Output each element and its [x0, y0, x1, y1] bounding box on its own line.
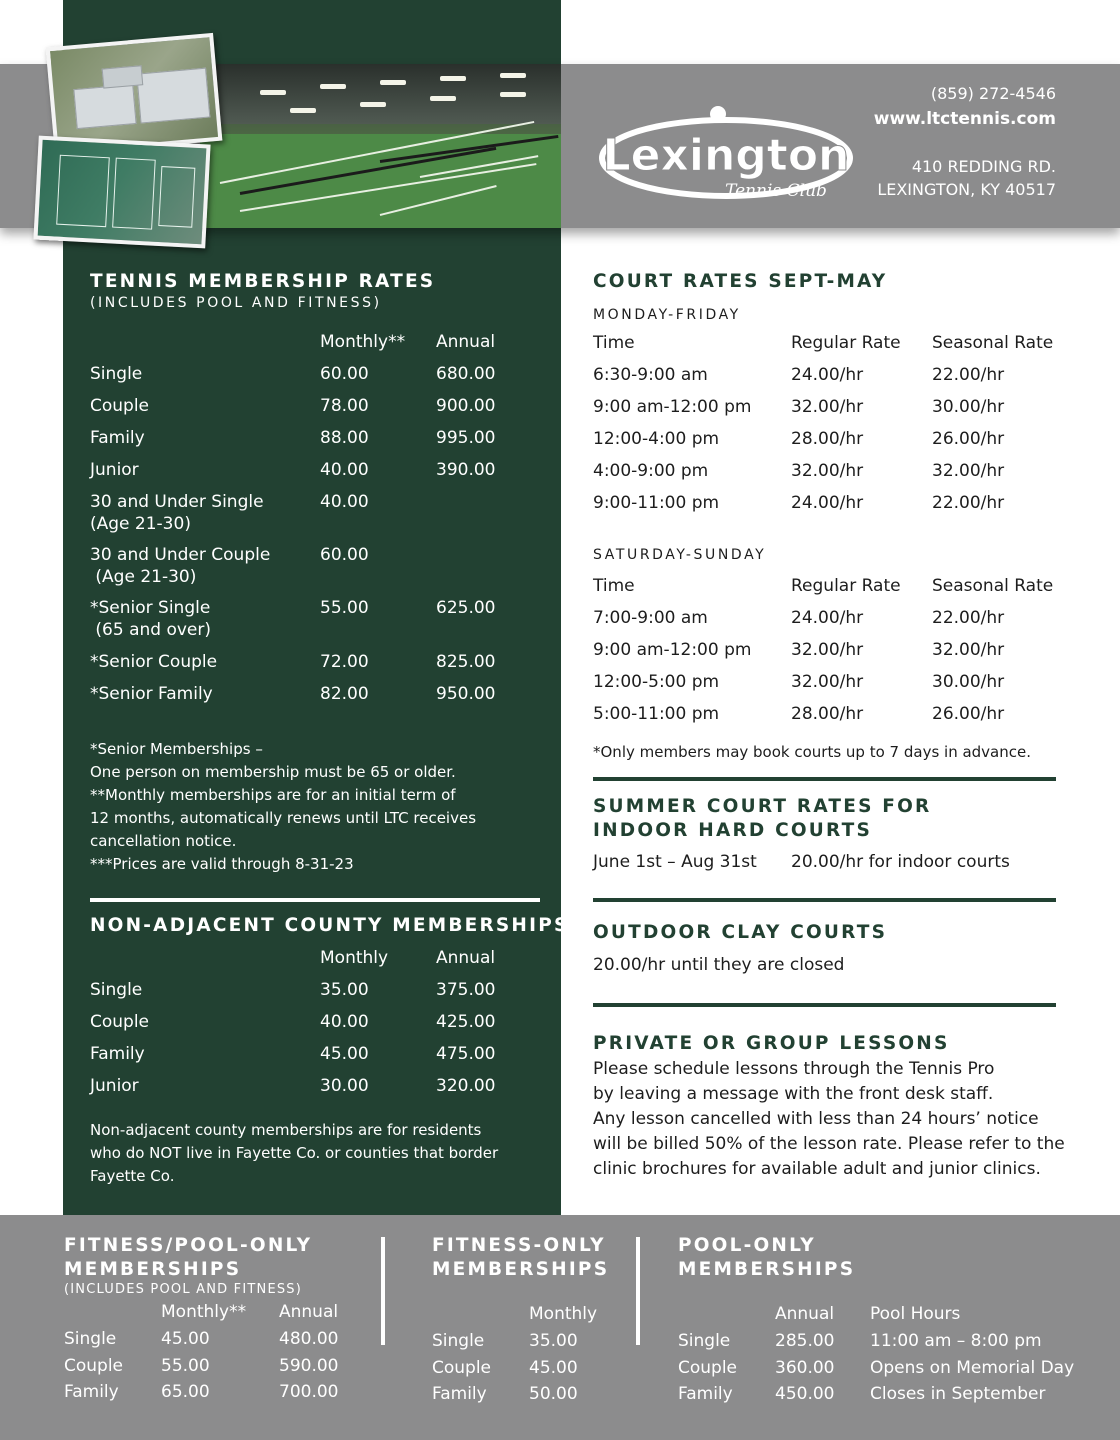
- fitness-only-title-line2: MEMBERSHIPS: [432, 1259, 610, 1280]
- section-divider: [593, 777, 1056, 781]
- note-line: cancellation notice.: [90, 832, 237, 850]
- col-header-regular: Regular Rate: [791, 576, 901, 596]
- lessons-text: [593, 1057, 1093, 1182]
- membership-monthly: 82.00: [320, 684, 369, 704]
- lessons-title: PRIVATE OR GROUP LESSONS: [593, 1033, 950, 1054]
- lessons-line: Any lesson cancelled with less than 24 hours’ notice: [593, 1109, 1039, 1129]
- membership-monthly: 40.00: [320, 460, 369, 480]
- footer-divider: [636, 1237, 640, 1345]
- lessons-line: clinic brochures for available adult and junior clinics.: [593, 1159, 1041, 1179]
- membership-name: 30 and Under Couple: [90, 545, 271, 565]
- membership-annual: 995.00: [436, 428, 496, 448]
- rate-regular: 32.00/hr: [791, 640, 864, 660]
- membership-annual: 825.00: [436, 652, 496, 672]
- fitness-pool-title-line2: MEMBERSHIPS: [64, 1259, 242, 1280]
- col-header-monthly: Monthly**: [320, 332, 406, 352]
- lessons-line: Please schedule lessons through the Tennis Pro: [593, 1059, 995, 1079]
- tennis-membership-title: TENNIS MEMBERSHIP RATES: [90, 271, 436, 292]
- membership-name: Family: [90, 1044, 145, 1064]
- col-header-time: Time: [593, 333, 635, 353]
- rate-seasonal: 22.00/hr: [932, 608, 1005, 628]
- logo-main-text: Lexington: [602, 130, 850, 181]
- membership-annual: 475.00: [436, 1044, 496, 1064]
- booking-note: *Only members may book courts up to 7 days in advance.: [593, 743, 1032, 761]
- membership-name: 30 and Under Single: [90, 492, 264, 512]
- membership-monthly: 45.00: [320, 1044, 369, 1064]
- membership-annual: 285.00: [775, 1331, 835, 1351]
- section-divider: [90, 898, 540, 902]
- membership-name: Couple: [90, 1012, 150, 1032]
- membership-monthly: 65.00: [161, 1382, 210, 1402]
- rate-time: 12:00-4:00 pm: [593, 429, 720, 449]
- membership-name: Junior: [90, 460, 139, 480]
- rate-regular: 28.00/hr: [791, 704, 864, 724]
- lessons-line: by leaving a message with the front desk staff.: [593, 1084, 994, 1104]
- membership-annual: 680.00: [436, 364, 496, 384]
- col-header-regular: Regular Rate: [791, 333, 901, 353]
- rate-seasonal: 32.00/hr: [932, 461, 1005, 481]
- non-adjacent-notes: [90, 1119, 550, 1188]
- membership-annual: 590.00: [279, 1356, 339, 1376]
- membership-name: Family: [432, 1384, 487, 1404]
- rate-regular: 32.00/hr: [791, 461, 864, 481]
- lexington-tennis-club-logo: [598, 100, 858, 210]
- note-line: Non-adjacent county memberships are for residents: [90, 1121, 482, 1139]
- section-divider: [593, 898, 1056, 902]
- membership-annual: 700.00: [279, 1382, 339, 1402]
- col-header-time: Time: [593, 576, 635, 596]
- membership-monthly: 30.00: [320, 1076, 369, 1096]
- non-adjacent-title: NON-ADJACENT COUNTY MEMBERSHIPS: [90, 915, 570, 936]
- note-line: who do NOT live in Fayette Co. or counties that border: [90, 1144, 499, 1162]
- website-link[interactable]: www.ltctennis.com: [873, 109, 1056, 129]
- membership-annual: 480.00: [279, 1329, 339, 1349]
- membership-name: Family: [64, 1382, 119, 1402]
- membership-monthly: 55.00: [161, 1356, 210, 1376]
- aerial-outdoor-courts-photo: [33, 136, 210, 249]
- fitness-pool-subtitle: (INCLUDES POOL AND FITNESS): [64, 1282, 303, 1297]
- rate-regular: 32.00/hr: [791, 672, 864, 692]
- clay-rate: 20.00/hr until they are closed: [593, 955, 845, 975]
- logo-sub-text: Tennis Club: [725, 181, 827, 201]
- membership-monthly: 45.00: [161, 1329, 210, 1349]
- phone-number: (859) 272-4546: [930, 84, 1056, 103]
- weekend-label: SATURDAY-SUNDAY: [593, 547, 767, 563]
- membership-name: *Senior Family: [90, 684, 213, 704]
- membership-monthly: 35.00: [320, 980, 369, 1000]
- membership-name: Family: [90, 428, 145, 448]
- clay-section: [593, 921, 887, 945]
- indoor-courts-photo: [200, 64, 561, 228]
- address-line-2: LEXINGTON, KY 40517: [877, 180, 1056, 199]
- rate-seasonal: 30.00/hr: [932, 397, 1005, 417]
- membership-monthly: 50.00: [529, 1384, 578, 1404]
- rate-time: 9:00 am-12:00 pm: [593, 640, 752, 660]
- membership-monthly: 55.00: [320, 598, 369, 618]
- summer-title-line1: SUMMER COURT RATES FOR: [593, 796, 932, 817]
- col-header-annual: Annual: [775, 1304, 835, 1324]
- membership-name: Single: [678, 1331, 731, 1351]
- col-header-seasonal: Seasonal Rate: [932, 333, 1054, 353]
- membership-name: Single: [432, 1331, 485, 1351]
- court-rates-title: COURT RATES SEPT-MAY: [593, 271, 888, 292]
- fitness-pool-section: [64, 1234, 312, 1297]
- fitness-only-section: [432, 1234, 609, 1282]
- pool-only-title-line2: MEMBERSHIPS: [678, 1259, 856, 1280]
- lessons-line: will be billed 50% of the lesson rate. Please refer to the: [593, 1134, 1065, 1154]
- pool-hours: 11:00 am – 8:00 pm: [870, 1331, 1042, 1351]
- membership-name: Single: [90, 364, 143, 384]
- court-rates-section: [593, 270, 887, 294]
- footer-memberships: [0, 1215, 1120, 1440]
- note-line: 12 months, automatically renews until LTC receives: [90, 809, 477, 827]
- membership-name-detail: (Age 21-30): [90, 514, 191, 534]
- tennis-membership-section: [90, 270, 435, 312]
- membership-monthly: 45.00: [529, 1358, 578, 1378]
- rate-regular: 32.00/hr: [791, 397, 864, 417]
- col-header-monthly: Monthly: [529, 1304, 598, 1324]
- membership-name: Couple: [90, 396, 150, 416]
- membership-name: *Senior Single: [90, 598, 211, 618]
- lessons-section: [593, 1032, 950, 1056]
- rate-seasonal: 22.00/hr: [932, 493, 1005, 513]
- col-header-annual: Annual: [436, 948, 496, 968]
- note-line: *Senior Memberships –: [90, 740, 263, 758]
- membership-monthly: 78.00: [320, 396, 369, 416]
- address-line-1: 410 REDDING RD.: [911, 157, 1056, 176]
- membership-monthly: 60.00: [320, 545, 369, 565]
- membership-annual: 625.00: [436, 598, 496, 618]
- col-header-annual: Annual: [279, 1302, 339, 1322]
- pool-only-title-line1: POOL-ONLY: [678, 1235, 816, 1256]
- summer-section: [593, 795, 931, 843]
- summer-title-line2: INDOOR HARD COURTS: [593, 820, 872, 841]
- rate-time: 7:00-9:00 am: [593, 608, 708, 628]
- col-header-pool-hours: Pool Hours: [870, 1304, 961, 1324]
- rate-regular: 24.00/hr: [791, 608, 864, 628]
- fitness-pool-title-line1: FITNESS/POOL-ONLY: [64, 1235, 313, 1256]
- membership-annual: 360.00: [775, 1358, 835, 1378]
- rate-regular: 24.00/hr: [791, 365, 864, 385]
- membership-monthly: 72.00: [320, 652, 369, 672]
- membership-monthly: 88.00: [320, 428, 369, 448]
- col-header-monthly: Monthly: [320, 948, 389, 968]
- rate-time: 12:00-5:00 pm: [593, 672, 720, 692]
- clay-title: OUTDOOR CLAY COURTS: [593, 922, 888, 943]
- membership-monthly: 60.00: [320, 364, 369, 384]
- rate-time: 4:00-9:00 pm: [593, 461, 709, 481]
- rate-seasonal: 26.00/hr: [932, 429, 1005, 449]
- rate-time: 9:00-11:00 pm: [593, 493, 720, 513]
- membership-name: Single: [64, 1329, 117, 1349]
- membership-annual: 950.00: [436, 684, 496, 704]
- col-header-monthly: Monthly**: [161, 1302, 247, 1322]
- membership-annual: 425.00: [436, 1012, 496, 1032]
- col-header-annual: Annual: [436, 332, 496, 352]
- rate-seasonal: 30.00/hr: [932, 672, 1005, 692]
- note-line: One person on membership must be 65 or older.: [90, 763, 456, 781]
- col-header-seasonal: Seasonal Rate: [932, 576, 1054, 596]
- note-line: Fayette Co.: [90, 1167, 175, 1185]
- membership-name: Couple: [432, 1358, 492, 1378]
- membership-name: Family: [678, 1384, 733, 1404]
- tennis-membership-notes: [90, 738, 550, 876]
- membership-annual: 320.00: [436, 1076, 496, 1096]
- summer-dates: June 1st – Aug 31st: [593, 852, 757, 872]
- rate-seasonal: 32.00/hr: [932, 640, 1005, 660]
- rate-regular: 28.00/hr: [791, 429, 864, 449]
- membership-monthly: 35.00: [529, 1331, 578, 1351]
- pool-only-section: [678, 1234, 855, 1282]
- membership-annual: 900.00: [436, 396, 496, 416]
- summer-rate: 20.00/hr for indoor courts: [791, 852, 1010, 872]
- membership-name: Couple: [678, 1358, 738, 1378]
- membership-name: Single: [90, 980, 143, 1000]
- rate-seasonal: 26.00/hr: [932, 704, 1005, 724]
- membership-name: Junior: [90, 1076, 139, 1096]
- membership-name: *Senior Couple: [90, 652, 218, 672]
- rate-time: 6:30-9:00 am: [593, 365, 708, 385]
- note-line: ***Prices are valid through 8-31-23: [90, 855, 354, 873]
- weekday-label: MONDAY-FRIDAY: [593, 307, 741, 323]
- membership-monthly: 40.00: [320, 1012, 369, 1032]
- note-line: **Monthly memberships are for an initial term of: [90, 786, 456, 804]
- membership-name-detail: (65 and over): [90, 620, 212, 640]
- rate-regular: 24.00/hr: [791, 493, 864, 513]
- rate-seasonal: 22.00/hr: [932, 365, 1005, 385]
- membership-annual: 375.00: [436, 980, 496, 1000]
- tennis-membership-subtitle: (INCLUDES POOL AND FITNESS): [90, 295, 382, 311]
- non-adjacent-section: [90, 914, 569, 938]
- membership-monthly: 40.00: [320, 492, 369, 512]
- pool-hours: Opens on Memorial Day: [870, 1358, 1075, 1378]
- membership-annual: 390.00: [436, 460, 496, 480]
- pool-hours: Closes in September: [870, 1384, 1046, 1404]
- membership-annual: 450.00: [775, 1384, 835, 1404]
- fitness-only-title-line1: FITNESS-ONLY: [432, 1235, 606, 1256]
- rate-time: 9:00 am-12:00 pm: [593, 397, 752, 417]
- footer-divider: [381, 1237, 385, 1345]
- section-divider: [593, 1003, 1056, 1007]
- membership-name-detail: (Age 21-30): [90, 567, 197, 587]
- rate-time: 5:00-11:00 pm: [593, 704, 720, 724]
- membership-name: Couple: [64, 1356, 124, 1376]
